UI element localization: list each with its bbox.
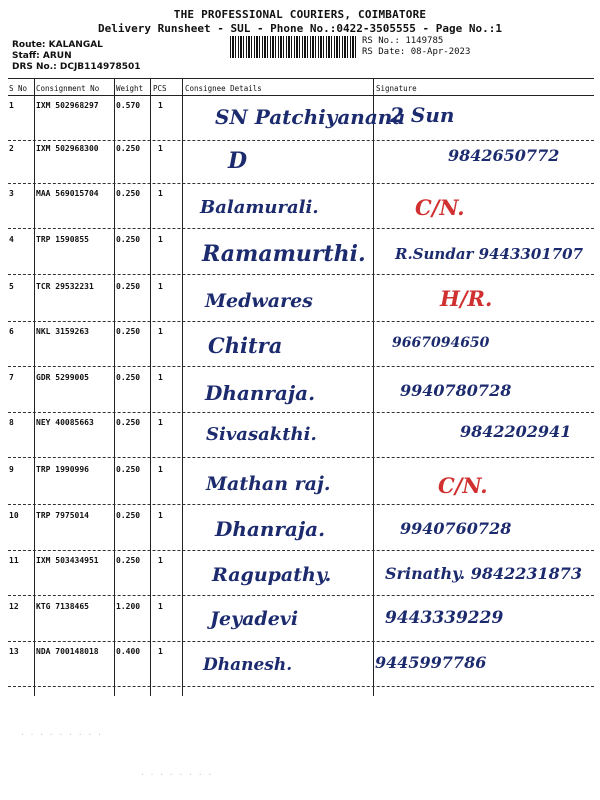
consignee-handwriting: Dhanraja. [205,381,316,405]
table-row [8,507,594,551]
consignee-handwriting: Chitra [208,333,283,358]
consignment-cell: IXM 503434951 [36,556,99,565]
sno-cell: 3 [9,189,14,198]
col-consignee: Consignee Details [185,84,262,93]
signature-handwriting: 9443339229 [385,608,504,628]
signature-handwriting: H/R. [440,286,493,311]
consignment-cell: TRP 1590855 [36,235,89,244]
row-separator [8,550,594,551]
col-weight: Weight [116,84,144,93]
row-separator [8,595,594,596]
table-row [8,231,594,275]
consignment-cell: NDA 700148018 [36,647,99,656]
signature-handwriting: 9940760728 [400,519,512,538]
row-separator [8,183,594,184]
sno-cell: 12 [9,602,19,611]
consignee-handwriting: SN Patchiyanana [215,105,406,129]
table-row [8,552,594,596]
row-separator [8,274,594,275]
weight-cell: 0.250 [116,282,141,291]
sno-cell: 11 [9,556,19,565]
consignment-cell: TCR 29532231 [36,282,94,291]
signature-handwriting: 9445997786 [375,653,487,672]
consignment-cell: TRP 7975014 [36,511,89,520]
weight-cell: 0.250 [116,373,141,382]
faded-footer-mark: · · · · · · · · [140,770,213,779]
barcode [230,36,358,58]
signature-handwriting: C/N. [415,195,465,220]
pcs-cell: 1 [158,418,163,427]
runsheet-title: THE PROFESSIONAL COURIERS, COIMBATORE [173,8,427,21]
table-header [8,80,594,96]
weight-cell: 0.250 [116,556,141,565]
signature-handwriting: 9667094650 [392,335,490,351]
row-separator [8,686,594,687]
signature-handwriting: 9842202941 [460,422,572,441]
pcs-cell: 1 [158,189,163,198]
pcs-cell: 1 [158,235,163,244]
consignee-handwriting: Ramamurthi. [202,241,366,267]
weight-cell: 0.250 [116,418,141,427]
row-separator [8,641,594,642]
header-top-rule [8,78,594,79]
consignment-cell: GDR 5299005 [36,373,89,382]
drs-number: DRS No.: DCJB114978501 [12,62,141,72]
col-sno: S No [9,84,28,93]
consignment-cell: KTG 7138465 [36,602,89,611]
weight-cell: 0.250 [116,511,141,520]
staff-label: Staff: ARUN [12,51,72,61]
consignee-handwriting: Mathan raj. [206,473,331,495]
sno-cell: 7 [9,373,14,382]
consignee-handwriting: Jeyadevi [210,608,299,630]
row-separator [8,457,594,458]
pcs-cell: 1 [158,282,163,291]
signature-handwriting: C/N. [438,473,488,498]
col-consignment: Consignment No [36,84,100,93]
sno-cell: 2 [9,144,14,153]
sno-cell: 5 [9,282,14,291]
sno-cell: 9 [9,465,14,474]
pcs-cell: 1 [158,602,163,611]
sno-cell: 10 [9,511,19,520]
row-separator [8,366,594,367]
row-separator [8,412,594,413]
header-bottom-rule [8,95,594,96]
pcs-cell: 1 [158,556,163,565]
consignment-cell: MAA 569015704 [36,189,99,198]
row-separator [8,321,594,322]
consignee-handwriting: Sivasakthi. [206,424,317,445]
table-row [8,140,594,184]
signature-handwriting: Srinathy. 9842231873 [385,564,583,583]
signature-handwriting: 9940780728 [400,381,512,400]
runsheet-subtitle: Delivery Runsheet - SUL - Phone No.:0422-3505555 - Page No.:1 [98,22,502,35]
sno-cell: 1 [9,101,14,110]
consignee-handwriting: Balamurali. [200,197,319,218]
pcs-cell: 1 [158,144,163,153]
rs-date: RS Date: 08-Apr-2023 [362,47,471,57]
weight-cell: 0.250 [116,465,141,474]
consignee-handwriting: Dhanraja. [215,517,326,541]
table-row [8,598,594,642]
pcs-cell: 1 [158,647,163,656]
weight-cell: 0.250 [116,327,141,336]
row-separator [8,504,594,505]
pcs-cell: 1 [158,101,163,110]
weight-cell: 0.250 [116,189,141,198]
faded-footer-mark: · · · · · · · · · [20,730,102,739]
sno-cell: 6 [9,327,14,336]
table-row [8,369,594,413]
pcs-cell: 1 [158,373,163,382]
route-label: Route: KALANGAL [12,40,103,50]
table-row [8,643,594,687]
consignment-cell: IXM 502968300 [36,144,99,153]
pcs-cell: 1 [158,511,163,520]
sno-cell: 4 [9,235,14,244]
consignment-cell: TRP 1990996 [36,465,89,474]
consignee-handwriting: Ragupathy. [212,564,332,586]
table-row [8,461,594,505]
signature-handwriting: 2 Sun [390,103,455,127]
consignee-handwriting: Dhanesh. [203,655,293,675]
rs-number: RS No.: 1149785 [362,36,444,46]
consignment-cell: NKL 3159263 [36,327,89,336]
signature-handwriting: R.Sundar 9443301707 [395,245,584,263]
consignee-handwriting: Medwares [205,290,313,312]
consignee-handwriting: D [228,148,248,174]
weight-cell: 0.250 [116,235,141,244]
weight-cell: 0.400 [116,647,141,656]
table-row [8,185,594,229]
weight-cell: 1.200 [116,602,141,611]
row-separator [8,228,594,229]
consignment-cell: IXM 502968297 [36,101,99,110]
table-row [8,278,594,322]
weight-cell: 0.570 [116,101,141,110]
signature-handwriting: 9842650772 [448,146,560,165]
col-pcs: PCS [153,84,167,93]
sno-cell: 13 [9,647,19,656]
sno-cell: 8 [9,418,14,427]
table-row [8,323,594,367]
pcs-cell: 1 [158,327,163,336]
table-row [8,414,594,458]
pcs-cell: 1 [158,465,163,474]
weight-cell: 0.250 [116,144,141,153]
consignment-cell: NEY 40085663 [36,418,94,427]
col-signature: Signature [376,84,417,93]
table-row [8,97,594,141]
